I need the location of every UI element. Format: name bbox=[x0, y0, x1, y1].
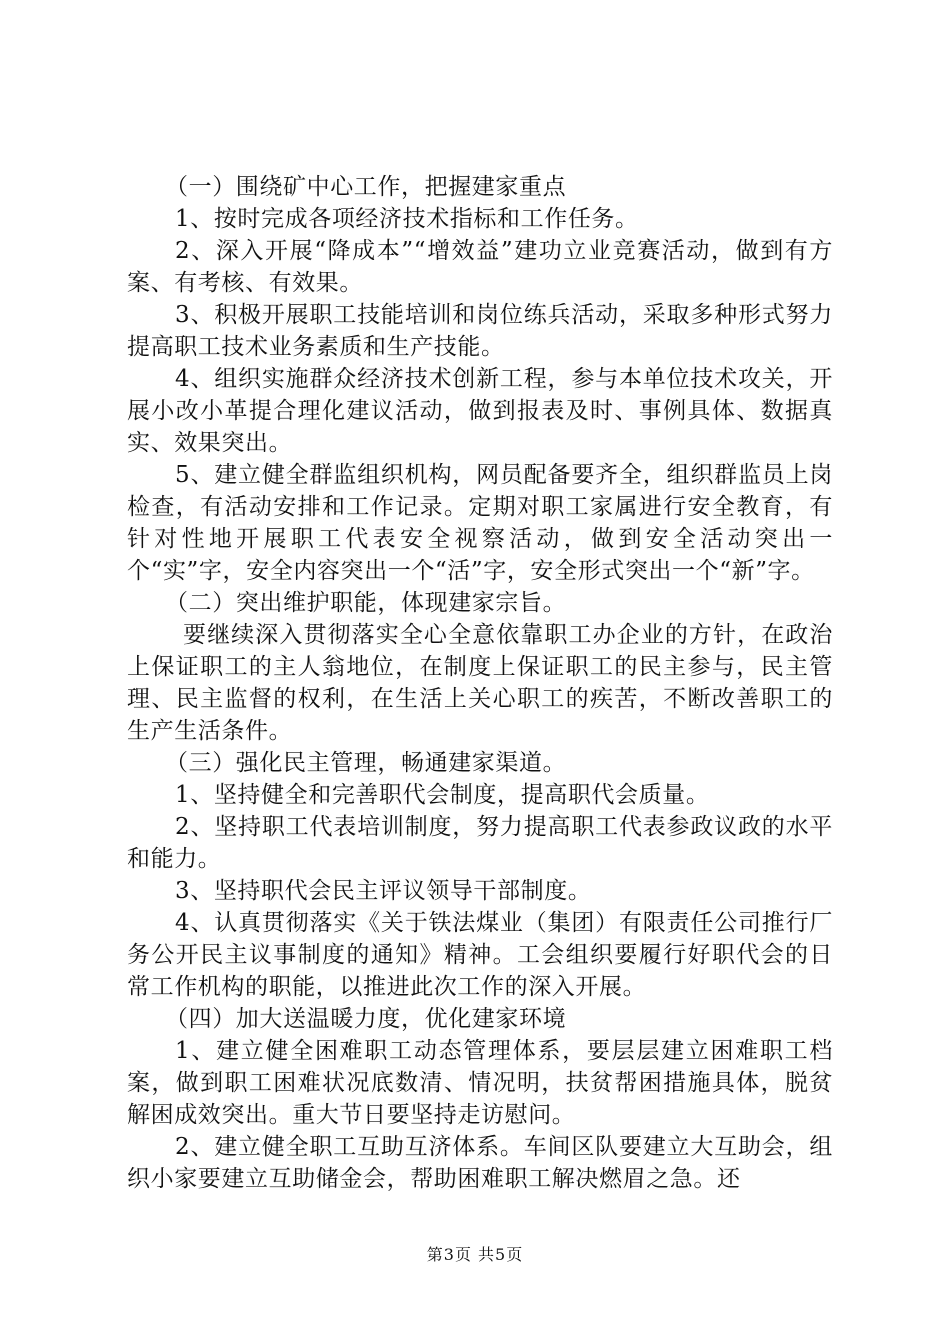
list-item: 3、积极开展职工技能培训和岗位练兵活动，采取多种形式努力提高职工技术业务素质和生产技能。 bbox=[127, 302, 833, 360]
list-item: 1、建立健全困难职工动态管理体系，要层层建立困难职工档案，做到职工困难状况底数清、情况明，扶贫帮困措施具体，脱贫解困成效突出。重大节日要坚持走访慰问。 bbox=[127, 1038, 833, 1128]
list-item: 5、建立健全群监组织机构，网员配备要齐全，组织群监员上岗检查，有活动安排和工作记录。定期对职工家属进行安全教育，有针对性地开展职工代表安全视察活动，做到安全活动突出一个“实”字，安全内容突出一个“活”字，安全形式突出一个“新”字。 bbox=[127, 462, 833, 584]
list-item: 4、组织实施群众经济技术创新工程，参与本单位技术攻关，开展小改小革提合理化建议活动，做到报表及时、事例具体、数据真实、效果突出。 bbox=[127, 366, 833, 456]
page-footer: 第3页 共5页 bbox=[426, 1245, 524, 1264]
list-item: 2、坚持职工代表培训制度，努力提高职工代表参政议政的水平和能力。 bbox=[127, 814, 833, 872]
section-heading-2: （二）突出维护职能，体现建家宗旨。 bbox=[165, 590, 567, 616]
list-item: 2、深入开展“降成本”“增效益”建功立业竞赛活动，做到有方案、有考核、有效果。 bbox=[127, 238, 833, 296]
list-item: 2、建立健全职工互助互济体系。车间区队要建立大互助会，组织小家要建立互助储金会，帮助困难职工解决燃眉之急。还 bbox=[127, 1134, 833, 1192]
list-item: 1、按时完成各项经济技术指标和工作任务。 bbox=[175, 206, 639, 232]
document-body bbox=[127, 171, 833, 1195]
body-paragraph: 要继续深入贯彻落实全心全意依靠职工办企业的方针，在政治上保证职工的主人翁地位，在制度上保证职工的民主参与，民主管理、民主监督的权利，在生活上关心职工的疾苦，不断改善职工的生产生活条件。 bbox=[127, 622, 833, 744]
section-heading-1: （一）围绕矿中心工作，把握建家重点 bbox=[165, 174, 567, 200]
list-item: 3、坚持职代会民主评议领导干部制度。 bbox=[175, 878, 592, 904]
section-heading-3: （三）强化民主管理，畅通建家渠道。 bbox=[165, 750, 567, 776]
section-heading-4: （四）加大送温暖力度，优化建家环境 bbox=[165, 1006, 567, 1032]
list-item: 4、认真贯彻落实《关于铁法煤业（集团）有限责任公司推行厂务公开民主议事制度的通知》精神。工会组织要履行好职代会的日常工作机构的职能，以推进此次工作的深入开展。 bbox=[127, 910, 833, 1000]
list-item: 1、坚持健全和完善职代会制度，提高职代会质量。 bbox=[175, 782, 710, 808]
